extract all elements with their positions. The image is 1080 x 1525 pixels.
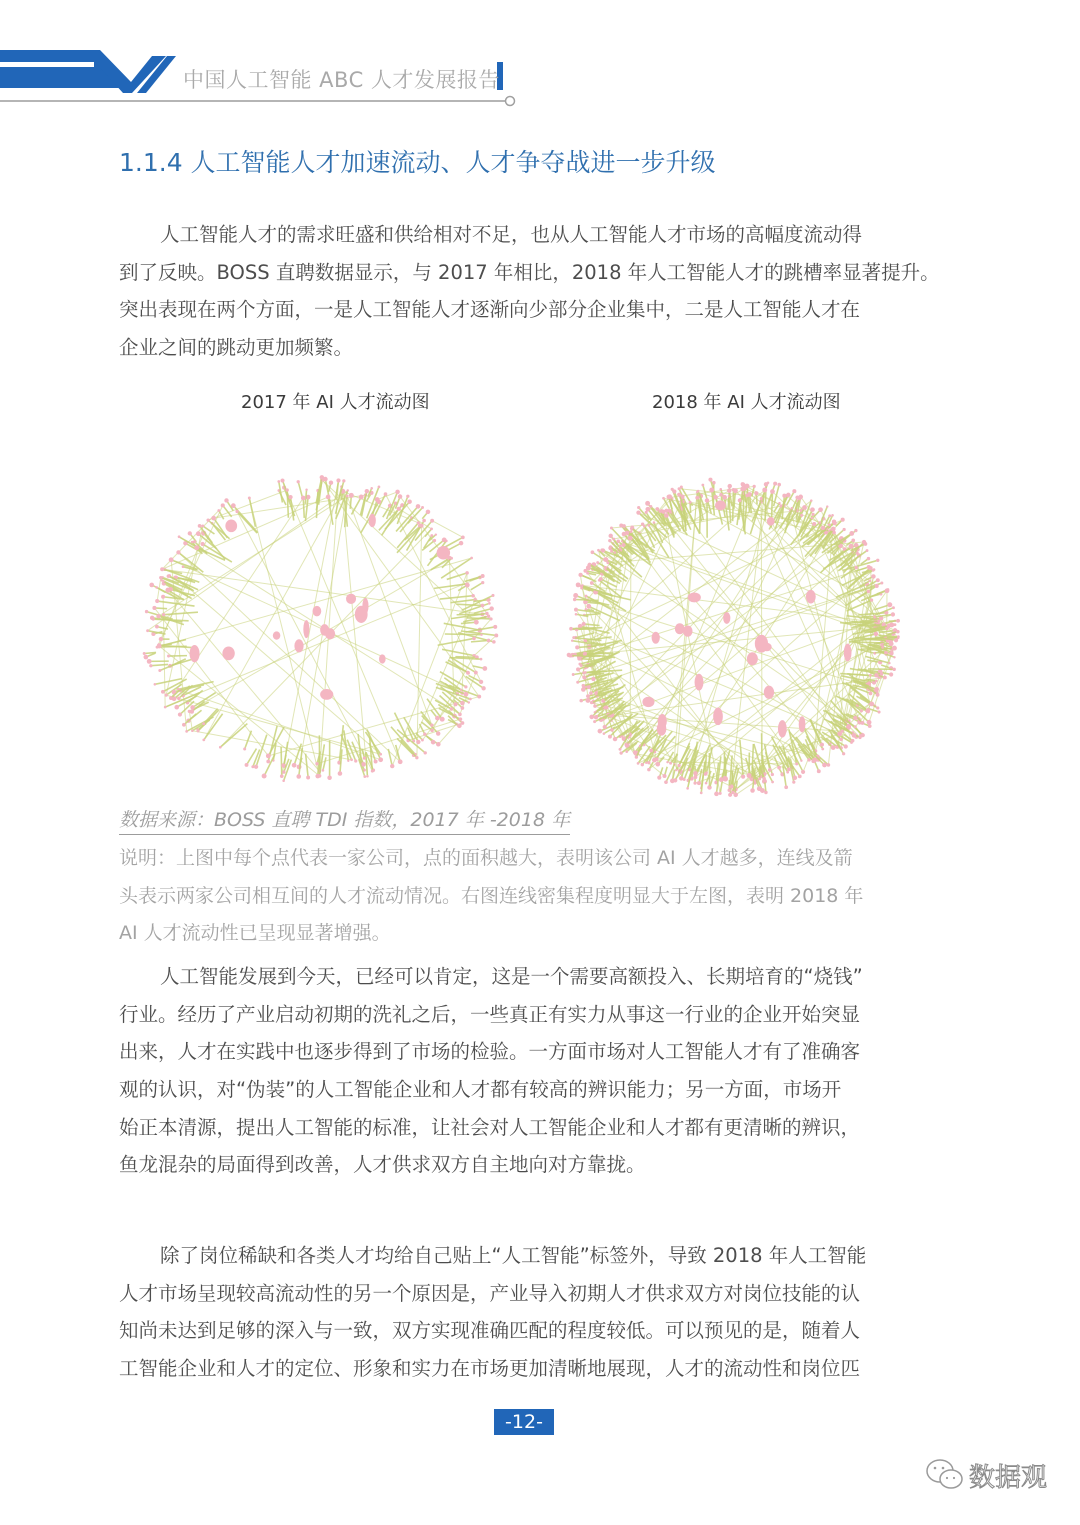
paragraph-line: 企业之间的跳动更加频繁。 <box>119 336 354 360</box>
watermark-text: 数据观 <box>969 1462 1048 1493</box>
network-graph-2017 <box>135 470 505 790</box>
report-title: 中国人工智能 ABC 人才发展报告 <box>183 68 500 92</box>
paragraph-line: 除了岗位稀缺和各类人才均给自己贴上“人工智能”标签外，导致 2018 年人工智能 <box>160 1244 867 1267</box>
network-graph-2018 <box>560 472 905 802</box>
wechat-icon <box>925 1457 965 1493</box>
paragraph-line: 出来，人才在实践中也逐步得到了市场的检验。一方面市场对人工智能人才有了准确客 <box>119 1040 861 1064</box>
paragraph-line: 人工智能人才的需求旺盛和供给相对不足，也从人工智能人才市场的高幅度流动得 <box>160 223 863 246</box>
figure-title-2018: 2018 年 AI 人才流动图 <box>652 392 841 413</box>
note-line: AI 人才流动性已呈现显著增强。 <box>119 922 391 944</box>
paragraph-1 <box>119 216 940 367</box>
page-header <box>0 0 1080 120</box>
paragraph-line: 人工智能发展到今天，已经可以肯定，这是一个需要高额投入、长期培育的“烧钱” <box>160 965 863 988</box>
paragraph-line: 始正本清源，提出人工智能的标准，让社会对人工智能企业和人才都有更清晰的辨识， <box>119 1115 861 1139</box>
paragraph-line: 观的认识，对“伪装”的人工智能企业和人才都有较高的辨识能力；另一方面，市场开 <box>119 1078 842 1102</box>
paragraph-2 <box>119 958 933 1184</box>
figure-title-2017: 2017 年 AI 人才流动图 <box>241 392 430 413</box>
paragraph-line: 工智能企业和人才的定位、形象和实力在市场更加清晰地展现，人才的流动性和岗位匹 <box>119 1357 861 1381</box>
figure-note <box>119 840 933 953</box>
paragraph-line: 行业。经历了产业启动初期的洗礼之后，一些真正有实力从事这一行业的企业开始突显 <box>119 1002 861 1026</box>
section-title: 1.1.4 人工智能人才加速流动、人才争夺战进一步升级 <box>119 148 716 177</box>
paragraph-3 <box>119 1237 933 1388</box>
header-decoration-icon <box>0 0 1080 120</box>
paragraph-line: 到了反映。BOSS 直聘数据显示，与 2017 年相比，2018 年人工智能人才的跳槽率显著提升。 <box>119 260 940 284</box>
page-number: -12- <box>494 1409 554 1435</box>
paragraph-line: 突出表现在两个方面，一是人工智能人才逐渐向少部分企业集中，二是人工智能人才在 <box>119 298 861 322</box>
paragraph-line: 人才市场呈现较高流动性的另一个原因是，产业导入初期人才供求双方对岗位技能的认 <box>119 1281 861 1305</box>
note-line: 说明：上图中每个点代表一家公司，点的面积越大，表明该公司 AI 人才越多，连线及箭 <box>119 847 853 869</box>
watermark <box>925 1450 1047 1500</box>
paragraph-line: 知尚未达到足够的深入与一致，双方实现准确匹配的程度较低。可以预见的是，随着人 <box>119 1319 861 1343</box>
paragraph-line: 鱼龙混杂的局面得到改善，人才供求双方自主地向对方靠拢。 <box>119 1153 646 1177</box>
note-line: 头表示两家公司相互间的人才流动情况。右图连线密集程度明显大于左图，表明 2018 年 <box>119 884 864 907</box>
data-source: 数据来源：BOSS 直聘 TDI 指数，2017 年 -2018 年 <box>119 805 570 835</box>
